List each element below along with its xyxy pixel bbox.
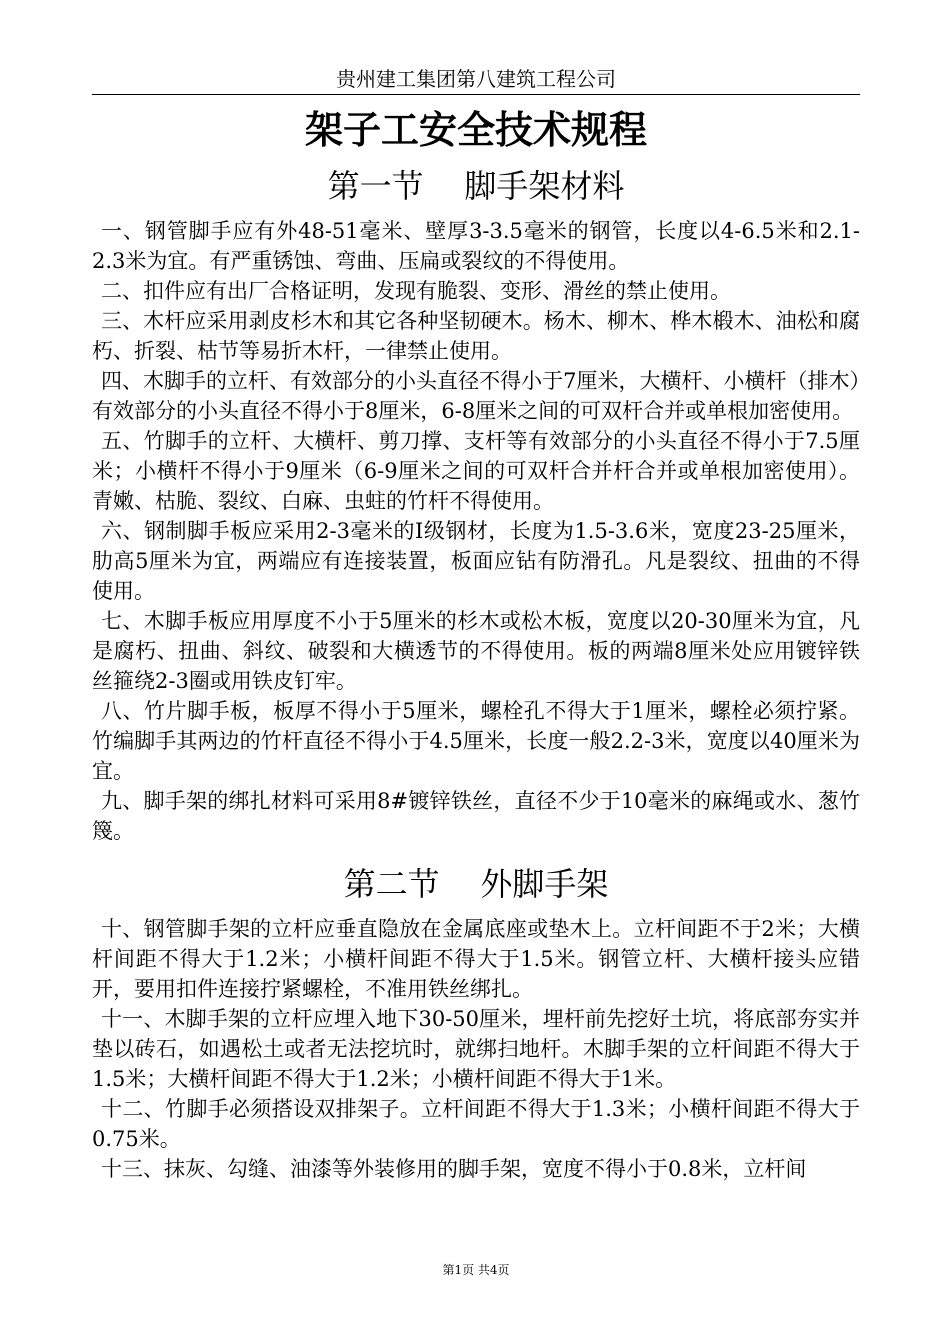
paragraph: 九、脚手架的绑扎材料可采用8#镀锌铁丝，直径不少于10毫米的麻绳或水、葱竹篾。 — [92, 789, 860, 843]
paragraph: 十、钢管脚手架的立杆应垂直隐放在金属底座或垫木上。立杆间距不于2米；大横杆间距不得大于1.2米；小横杆间距不得大于1.5米。钢管立杆、大横杆接头应错开，要用扣件连接拧紧螺栓，不准用铁丝绑扎。 — [92, 917, 860, 1001]
section-title: 第二节 外脚手架 — [343, 865, 609, 903]
paragraph: 十三、抹灰、勾缝、油漆等外装修用的脚手架，宽度不得小于0.8米，立杆间 — [101, 1157, 807, 1181]
section-title: 第一节 脚手架材料 — [327, 167, 625, 205]
paragraph: 一、钢管脚手应有外48-51毫米、壁厚3-3.5毫米的钢管，长度以4-6.5米和2.1-2.3米为宜。有严重锈蚀、弯曲、压扁或裂纹的不得使用。 — [92, 219, 860, 273]
paragraph: 六、钢制脚手板应采用2-3毫米的I级钢材，长度为1.5-3.6米，宽度23-25厘米，肋高5厘米为宜，两端应有连接装置，板面应钻有防滑孔。凡是裂纹、扭曲的不得使用。 — [92, 519, 860, 603]
paragraph: 八、竹片脚手板，板厚不得小于5厘米，螺栓孔不得大于1厘米，螺栓必须拧紧。竹编脚手其两边的竹杆直径不得小于4.5厘米，长度一般2.2-3米，宽度以40厘米为宜。 — [92, 699, 860, 783]
header-divider — [92, 94, 860, 95]
page-header: 贵州建工集团第八建筑工程公司 — [336, 67, 616, 91]
document-body — [92, 162, 860, 1252]
paragraph: 十二、竹脚手必须搭设双排架子。立杆间距不得大于1.3米；小横杆间距不得大于0.75米。 — [92, 1097, 860, 1151]
paragraph: 七、木脚手板应用厚度不小于5厘米的杉木或松木板，宽度以20-30厘米为宜，凡是腐朽、扭曲、斜纹、破裂和大横透节的不得使用。板的两端8厘米处应用镀锌铁丝箍绕2-3圈或用铁皮钉牢。 — [92, 609, 860, 693]
paragraph: 十一、木脚手架的立杆应埋入地下30-50厘米，埋杆前先挖好土坑，将底部夯实并垫以砖石，如遇松土或者无法挖坑时，就绑扫地杆。木脚手架的立杆间距不得大于1.5米；大横杆间距不得大于1.2米；小横杆间距不得大于1米。 — [92, 1007, 860, 1091]
paragraph: 五、竹脚手的立杆、大横杆、剪刀撑、支杆等有效部分的小头直径不得小于7.5厘米；小横杆不得小于9厘米（6-9厘米之间的可双杆合并杆合并或单根加密使用）。青嫩、枯脆、裂纹、白麻、虫蛀的竹杆不得使用。 — [92, 429, 860, 513]
document-title: 架子工安全技术规程 — [304, 108, 647, 152]
paragraph: 四、木脚手的立杆、有效部分的小头直径不得小于7厘米，大横杆、小横杆（排木）有效部分的小头直径不得小于8厘米，6-8厘米之间的可双杆合并或单根加密使用。 — [92, 369, 860, 423]
page-footer: 第1页 共4页 — [442, 1263, 510, 1277]
paragraph: 二、扣件应有出厂合格证明，发现有脆裂、变形、滑丝的禁止使用。 — [101, 279, 731, 303]
paragraph: 三、木杆应采用剥皮杉木和其它各种坚韧硬木。杨木、柳木、桦木椴木、油松和腐朽、折裂、枯节等易折木杆，一律禁止使用。 — [92, 309, 860, 363]
